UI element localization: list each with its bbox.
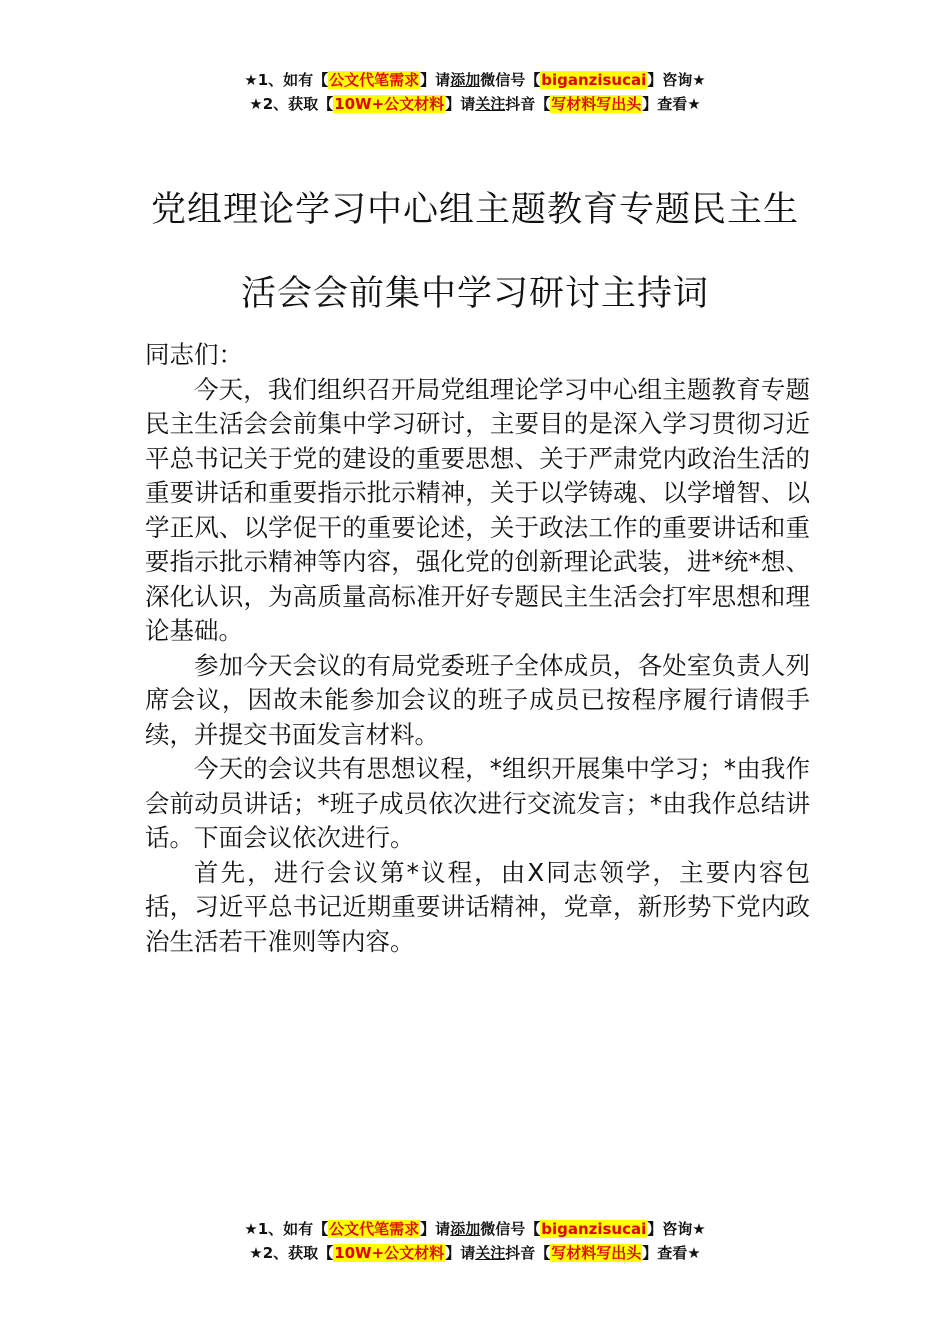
paragraph: 首先，进行会议第*议程，由X同志领学，主要内容包括，习近平总书记近期重要讲话精神，党章，新形势下党内政治生活若干准则等内容。 — [145, 857, 810, 956]
banner-highlight: 公文代笔需求 — [329, 71, 420, 89]
banner-text: 】请 — [445, 95, 476, 113]
document-title — [120, 168, 830, 336]
banner-highlight: biganzisucai — [541, 1220, 647, 1238]
header-banner — [0, 68, 950, 116]
banner-underlined-text: 添加 — [450, 71, 481, 89]
document-body — [145, 338, 810, 959]
banner-text: 】咨询★ — [647, 71, 706, 89]
banner-text: 微信号【 — [480, 71, 541, 89]
banner-highlight: 公文代笔需求 — [329, 1220, 420, 1238]
paragraph: 今天的会议共有思想议程，*组织开展集中学习；*由我作会前动员讲话；*班子成员依次进行交流发言；*由我作总结讲话。下面会议依次进行。 — [145, 754, 810, 852]
banner-text: ★1、如有【 — [244, 1220, 329, 1238]
banner-line-2 — [0, 1241, 950, 1265]
banner-text: 抖音【 — [505, 95, 551, 113]
banner-line-1 — [0, 68, 950, 92]
banner-highlight: biganzisucai — [541, 71, 647, 89]
banner-text: 】请 — [420, 71, 451, 89]
banner-highlight: 10W+公文材料 — [334, 1244, 445, 1262]
banner-line-1 — [0, 1217, 950, 1241]
banner-text: 】请 — [445, 1244, 476, 1262]
banner-highlight: 10W+公文材料 — [334, 95, 445, 113]
banner-text: ★1、如有【 — [244, 71, 329, 89]
title-line-1: 党组理论学习中心组主题教育专题民主生 — [150, 190, 799, 230]
paragraph: 今天，我们组织召开局党组理论学习中心组主题教育专题民主生活会会前集中学习研讨，主要目的是深入学习贯彻习近平总书记关于党的建设的重要思想、关于严肃党内政治生活的重要讲话和重要指示批示精神，关于以学铸魂、以学增智、以学正风、以学促干的重要论述，关于政法工作的重要讲话和重要指示批示精神等内容，强化党的创新理论武装，进*统*想、深化认识，为高质量高标准开好专题民主生活会打牢思想和理论基础。 — [145, 374, 810, 645]
banner-text: 】咨询★ — [647, 1220, 706, 1238]
banner-underlined-text: 关注 — [475, 95, 506, 113]
banner-text: 】查看★ — [642, 1244, 701, 1262]
banner-highlight: 写材料写出头 — [551, 95, 642, 113]
banner-text: 微信号【 — [480, 1220, 541, 1238]
banner-text: ★2、获取【 — [249, 95, 334, 113]
banner-text: 抖音【 — [505, 1244, 551, 1262]
banner-underlined-text: 关注 — [475, 1244, 506, 1262]
banner-text: 】查看★ — [642, 95, 701, 113]
banner-text: 】请 — [420, 1220, 451, 1238]
salutation: 同志们： — [145, 340, 243, 369]
banner-underlined-text: 添加 — [450, 1220, 481, 1238]
paragraph: 参加今天会议的有局党委班子全体成员，各处室负责人列席会议，因故未能参加会议的班子成员已按程序履行请假手续，并提交书面发言材料。 — [145, 650, 810, 749]
banner-text: ★2、获取【 — [249, 1244, 334, 1262]
footer-banner — [0, 1217, 950, 1265]
title-line-2: 活会会前集中学习研讨主持词 — [240, 274, 709, 314]
banner-highlight: 写材料写出头 — [551, 1244, 642, 1262]
banner-line-2 — [0, 92, 950, 116]
